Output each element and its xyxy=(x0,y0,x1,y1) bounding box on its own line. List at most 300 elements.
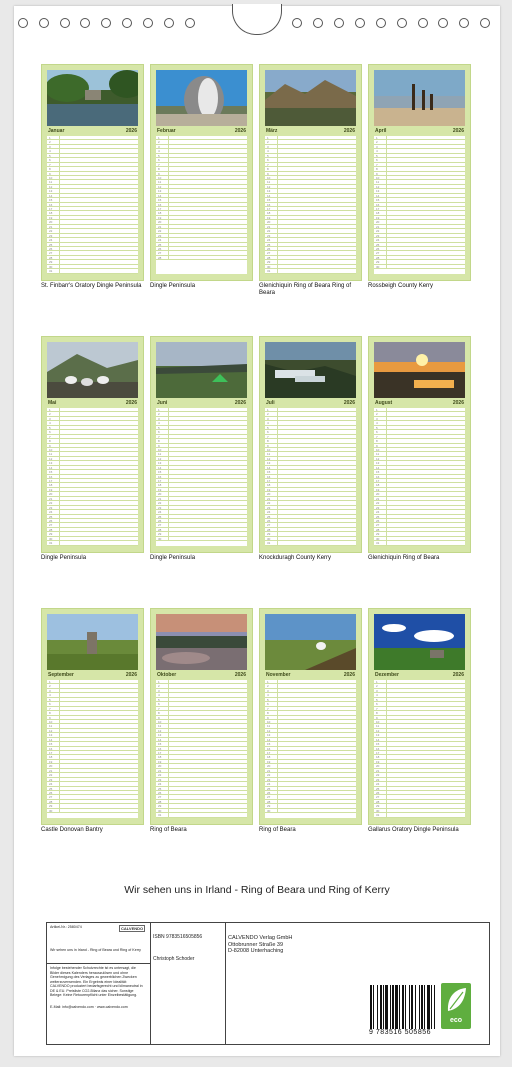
day-row: 9 xyxy=(156,172,247,176)
day-row: 26 xyxy=(374,519,465,523)
day-row: 14 xyxy=(156,466,247,470)
day-row: 25 xyxy=(265,787,356,791)
day-row: 8 xyxy=(47,167,138,171)
day-row: 9 xyxy=(374,444,465,448)
day-row: 7 xyxy=(265,163,356,167)
day-row: 7 xyxy=(265,435,356,439)
day-row: 8 xyxy=(47,439,138,443)
day-row: 8 xyxy=(374,167,465,171)
barcode-image xyxy=(369,985,451,1029)
month-header xyxy=(265,671,356,679)
day-row: 27 xyxy=(47,523,138,527)
day-row: 9 xyxy=(156,444,247,448)
binding-hole xyxy=(101,18,111,28)
day-row: 20 xyxy=(265,220,356,224)
day-row: 5 xyxy=(156,426,247,430)
day-row: 15 xyxy=(374,470,465,474)
day-row: 5 xyxy=(156,154,247,158)
binding-hole xyxy=(313,18,323,28)
day-row: 19 xyxy=(156,488,247,492)
day-row: 20 xyxy=(374,220,465,224)
day-row: 5 xyxy=(47,698,138,702)
day-row: 22 xyxy=(156,229,247,233)
month-photo xyxy=(156,70,247,126)
month-year: 2026 xyxy=(125,672,137,678)
day-row: 28 xyxy=(374,800,465,804)
day-row: 5 xyxy=(265,698,356,702)
day-row: 27 xyxy=(156,795,247,799)
day-row: 8 xyxy=(265,711,356,715)
month-year: 2026 xyxy=(125,128,137,134)
day-row: 26 xyxy=(374,247,465,251)
day-row: 15 xyxy=(265,198,356,202)
day-row: 22 xyxy=(156,773,247,777)
day-row: 1 xyxy=(265,408,356,412)
day-row: 11 xyxy=(374,724,465,728)
day-row: 3 xyxy=(156,145,247,149)
month-card xyxy=(41,336,144,553)
author-text: Christoph Schoder xyxy=(153,956,195,962)
photo-caption: Ring of Beara xyxy=(150,827,187,833)
day-row: 4 xyxy=(374,421,465,425)
day-row: 11 xyxy=(156,452,247,456)
day-row: 8 xyxy=(265,439,356,443)
day-row: 16 xyxy=(156,747,247,751)
day-row: 31 xyxy=(265,541,356,545)
day-row: 14 xyxy=(47,738,138,742)
day-row: 13 xyxy=(374,189,465,193)
day-row: 9 xyxy=(47,444,138,448)
day-row: 13 xyxy=(265,189,356,193)
day-row: 28 xyxy=(156,800,247,804)
day-row: 29 xyxy=(374,260,465,264)
planner-grid xyxy=(265,136,356,274)
day-row: 9 xyxy=(265,716,356,720)
day-row: 11 xyxy=(156,180,247,184)
info-column-left xyxy=(47,923,151,1044)
day-row: 20 xyxy=(47,764,138,768)
day-row: 18 xyxy=(156,483,247,487)
day-row: 28 xyxy=(47,528,138,532)
day-row: 28 xyxy=(156,528,247,532)
day-row: 20 xyxy=(156,492,247,496)
day-row: 31 xyxy=(47,269,138,273)
day-row: 15 xyxy=(47,470,138,474)
day-row: 16 xyxy=(374,747,465,751)
day-row: 6 xyxy=(156,158,247,162)
binding-hole xyxy=(122,18,132,28)
day-row: 12 xyxy=(156,729,247,733)
day-row: 11 xyxy=(265,452,356,456)
day-row: 28 xyxy=(265,256,356,260)
day-row: 13 xyxy=(156,733,247,737)
day-row: 13 xyxy=(47,461,138,465)
day-row: 23 xyxy=(265,778,356,782)
month-name: Oktober xyxy=(157,672,177,678)
month-header xyxy=(265,127,356,135)
day-row: 6 xyxy=(265,702,356,706)
day-row: 29 xyxy=(156,532,247,536)
day-row: 19 xyxy=(374,216,465,220)
day-row: 7 xyxy=(374,163,465,167)
day-row: 30 xyxy=(47,809,138,813)
planner-grid xyxy=(156,680,247,818)
day-row: 13 xyxy=(265,461,356,465)
publisher-street: Ottobrunner Straße 39 xyxy=(228,941,284,948)
binding-hole xyxy=(143,18,153,28)
day-row: 27 xyxy=(156,251,247,255)
day-row: 19 xyxy=(265,488,356,492)
day-row: 9 xyxy=(47,716,138,720)
day-row: 24 xyxy=(374,238,465,242)
day-row: 10 xyxy=(374,448,465,452)
day-row: 6 xyxy=(374,158,465,162)
month-year: 2026 xyxy=(343,672,355,678)
day-row: 21 xyxy=(374,497,465,501)
month-year: 2026 xyxy=(452,400,464,406)
day-row: 12 xyxy=(47,457,138,461)
day-row: 9 xyxy=(265,172,356,176)
day-row: 24 xyxy=(265,782,356,786)
day-row: 19 xyxy=(47,760,138,764)
day-row: 18 xyxy=(265,211,356,215)
day-row: 21 xyxy=(265,769,356,773)
day-row: 21 xyxy=(156,769,247,773)
day-row: 16 xyxy=(265,747,356,751)
day-row: 19 xyxy=(265,216,356,220)
planner-grid xyxy=(374,136,465,274)
day-row: 25 xyxy=(156,243,247,247)
day-row: 24 xyxy=(265,238,356,242)
day-row: 23 xyxy=(374,778,465,782)
day-row: 14 xyxy=(156,194,247,198)
day-row: 27 xyxy=(156,523,247,527)
month-header xyxy=(156,671,247,679)
day-row: 7 xyxy=(156,707,247,711)
day-row: 16 xyxy=(265,203,356,207)
day-row: 21 xyxy=(156,497,247,501)
day-row: 6 xyxy=(265,158,356,162)
day-row: 12 xyxy=(47,185,138,189)
product-title-small: Wir sehen uns in Irland - Ring of Beara und Ring of Kerry xyxy=(50,948,141,952)
day-row: 26 xyxy=(156,519,247,523)
binding-hole xyxy=(376,18,386,28)
planner-grid xyxy=(47,136,138,274)
contact-text: E-Mail: info@calvendo.com · www.calvendo.com xyxy=(50,1005,128,1009)
day-row: 27 xyxy=(47,251,138,255)
planner-grid xyxy=(47,680,138,818)
month-header xyxy=(374,399,465,407)
day-row: 3 xyxy=(374,689,465,693)
photo-caption: Glenichiquin Ring of Beara xyxy=(368,555,440,561)
day-row: 24 xyxy=(374,510,465,514)
day-row: 29 xyxy=(265,532,356,536)
day-row: 17 xyxy=(47,207,138,211)
day-row: 21 xyxy=(265,225,356,229)
day-row: 10 xyxy=(374,176,465,180)
day-row: 5 xyxy=(156,698,247,702)
day-row: 3 xyxy=(47,417,138,421)
photo-caption: Rossbeigh County Kerry xyxy=(368,283,434,289)
day-row: 7 xyxy=(265,707,356,711)
day-row: 25 xyxy=(47,243,138,247)
day-row: 10 xyxy=(265,720,356,724)
day-row: 12 xyxy=(265,729,356,733)
day-row: 25 xyxy=(156,515,247,519)
day-row: 4 xyxy=(47,421,138,425)
leaf-icon xyxy=(441,983,471,1017)
day-row: 26 xyxy=(156,791,247,795)
planner-grid xyxy=(374,408,465,546)
day-row: 7 xyxy=(374,707,465,711)
planner-grid xyxy=(265,680,356,818)
day-row: 31 xyxy=(374,813,465,817)
day-row: 2 xyxy=(47,684,138,688)
day-row: 23 xyxy=(47,234,138,238)
day-row: 30 xyxy=(265,537,356,541)
day-row: 10 xyxy=(47,176,138,180)
day-row: 1 xyxy=(156,680,247,684)
day-row: 8 xyxy=(156,439,247,443)
day-row: 1 xyxy=(265,680,356,684)
binding-hole xyxy=(334,18,344,28)
day-row: 26 xyxy=(47,519,138,523)
month-year: 2026 xyxy=(343,400,355,406)
calvendo-logo: CALVENDO xyxy=(121,926,144,931)
day-row: 15 xyxy=(47,198,138,202)
day-row: 10 xyxy=(156,448,247,452)
calendar-title: Wir sehen uns in Irland - Ring of Beara und Ring of Kerry xyxy=(124,884,390,896)
photo-caption: Dingle Peninsula xyxy=(150,555,196,561)
day-row: 30 xyxy=(374,809,465,813)
binding-hole xyxy=(397,18,407,28)
binding-hole xyxy=(459,18,469,28)
binding-hole xyxy=(355,18,365,28)
day-row: 23 xyxy=(265,234,356,238)
day-row: 1 xyxy=(156,408,247,412)
day-row: 18 xyxy=(47,211,138,215)
day-row: 25 xyxy=(374,243,465,247)
day-row: 22 xyxy=(374,229,465,233)
day-row: 15 xyxy=(156,198,247,202)
day-row: 16 xyxy=(156,203,247,207)
day-row: 12 xyxy=(156,185,247,189)
day-row: 17 xyxy=(374,207,465,211)
month-year: 2026 xyxy=(234,128,246,134)
month-photo xyxy=(374,614,465,670)
day-row: 18 xyxy=(374,755,465,759)
month-card xyxy=(41,608,144,825)
day-row: 6 xyxy=(156,430,247,434)
day-row: 4 xyxy=(156,421,247,425)
month-header xyxy=(47,127,138,135)
day-row: 7 xyxy=(47,435,138,439)
day-row: 10 xyxy=(265,176,356,180)
day-row: 8 xyxy=(374,711,465,715)
day-row: 22 xyxy=(374,773,465,777)
month-name: Mai xyxy=(48,400,57,406)
day-row: 10 xyxy=(47,448,138,452)
day-row: 2 xyxy=(374,684,465,688)
day-row: 23 xyxy=(374,506,465,510)
month-year: 2026 xyxy=(234,672,246,678)
day-row: 28 xyxy=(47,256,138,260)
day-row: 20 xyxy=(47,492,138,496)
day-row: 22 xyxy=(265,773,356,777)
publisher-city: D-82008 Unterhaching xyxy=(228,948,284,954)
day-row: 27 xyxy=(374,523,465,527)
day-row: 2 xyxy=(47,412,138,416)
day-row: 25 xyxy=(265,515,356,519)
publisher-name: CALVENDO Verlag GmbH xyxy=(228,935,293,941)
day-row: 7 xyxy=(156,163,247,167)
day-row: 29 xyxy=(374,532,465,536)
day-row: 2 xyxy=(156,140,247,144)
day-row: 3 xyxy=(374,417,465,421)
day-row: 5 xyxy=(265,154,356,158)
day-row: 10 xyxy=(265,448,356,452)
day-row: 16 xyxy=(47,747,138,751)
day-row: 23 xyxy=(156,506,247,510)
day-row: 28 xyxy=(156,256,247,260)
day-row: 13 xyxy=(156,461,247,465)
month-card xyxy=(150,336,253,553)
day-row: 11 xyxy=(47,724,138,728)
day-row: 11 xyxy=(374,180,465,184)
day-row: 27 xyxy=(374,251,465,255)
day-row: 26 xyxy=(374,791,465,795)
calendar-page xyxy=(14,6,500,1056)
day-row: 22 xyxy=(156,501,247,505)
day-row: 15 xyxy=(374,742,465,746)
month-card xyxy=(368,608,471,825)
day-row: 9 xyxy=(265,444,356,448)
day-row: 20 xyxy=(156,764,247,768)
day-row: 24 xyxy=(374,782,465,786)
day-row: 12 xyxy=(156,457,247,461)
day-row: 22 xyxy=(265,229,356,233)
day-row: 24 xyxy=(156,238,247,242)
day-row: 1 xyxy=(47,408,138,412)
month-card xyxy=(368,336,471,553)
day-row: 18 xyxy=(265,755,356,759)
day-row: 20 xyxy=(47,220,138,224)
binding-hole xyxy=(164,18,174,28)
day-row: 17 xyxy=(374,751,465,755)
day-row: 21 xyxy=(265,497,356,501)
day-row: 15 xyxy=(265,742,356,746)
day-row: 19 xyxy=(156,760,247,764)
day-row: 2 xyxy=(265,684,356,688)
day-row: 22 xyxy=(265,501,356,505)
day-row: 29 xyxy=(265,804,356,808)
day-row: 4 xyxy=(156,149,247,153)
day-row: 17 xyxy=(265,751,356,755)
day-row: 2 xyxy=(156,684,247,688)
day-row: 13 xyxy=(47,733,138,737)
day-row: 24 xyxy=(156,510,247,514)
day-row: 14 xyxy=(374,194,465,198)
day-row: 12 xyxy=(265,185,356,189)
day-row: 12 xyxy=(374,729,465,733)
day-row: 10 xyxy=(156,720,247,724)
day-row: 30 xyxy=(374,265,465,269)
day-row: 4 xyxy=(47,693,138,697)
day-row: 9 xyxy=(374,716,465,720)
day-row: 11 xyxy=(47,180,138,184)
month-name: Dezember xyxy=(375,672,399,678)
day-row: 27 xyxy=(265,523,356,527)
day-row: 18 xyxy=(47,755,138,759)
day-row: 1 xyxy=(374,136,465,140)
day-row: 17 xyxy=(47,479,138,483)
day-row: 18 xyxy=(374,211,465,215)
day-row: 7 xyxy=(374,435,465,439)
day-row: 14 xyxy=(156,738,247,742)
day-row: 12 xyxy=(47,729,138,733)
day-row: 20 xyxy=(265,492,356,496)
day-row: 3 xyxy=(156,417,247,421)
month-photo xyxy=(265,342,356,398)
day-row: 2 xyxy=(265,412,356,416)
day-row: 13 xyxy=(374,461,465,465)
photo-caption: Ring of Beara xyxy=(259,827,296,833)
eco-badge xyxy=(441,983,471,1029)
day-row: 4 xyxy=(47,149,138,153)
binding-hole xyxy=(480,18,490,28)
month-header xyxy=(374,671,465,679)
day-row: 21 xyxy=(47,497,138,501)
day-row: 12 xyxy=(265,457,356,461)
day-row: 19 xyxy=(156,216,247,220)
day-row: 31 xyxy=(374,541,465,545)
day-row: 14 xyxy=(374,466,465,470)
barcode-number: 9 783516 505856 xyxy=(369,1029,431,1036)
month-photo xyxy=(156,614,247,670)
day-row: 29 xyxy=(265,260,356,264)
day-row: 30 xyxy=(374,537,465,541)
day-row: 22 xyxy=(47,229,138,233)
day-row: 4 xyxy=(265,421,356,425)
day-row: 29 xyxy=(47,532,138,536)
month-card xyxy=(150,64,253,281)
day-row: 17 xyxy=(156,479,247,483)
day-row: 22 xyxy=(374,501,465,505)
photo-caption: St. Finbarr's Oratory Dingle Peninsula xyxy=(41,283,142,289)
day-row: 8 xyxy=(265,167,356,171)
article-number: Artikel-Nr.: 2580474 xyxy=(50,925,82,929)
day-row: 14 xyxy=(47,466,138,470)
day-row: 4 xyxy=(265,693,356,697)
day-row: 25 xyxy=(374,515,465,519)
month-card xyxy=(259,336,362,553)
day-row: 2 xyxy=(265,140,356,144)
day-row: 4 xyxy=(374,149,465,153)
day-row: 1 xyxy=(47,680,138,684)
day-row: 15 xyxy=(156,742,247,746)
day-row: 26 xyxy=(265,791,356,795)
day-row: 24 xyxy=(265,510,356,514)
month-photo xyxy=(47,70,138,126)
photo-caption: Dingle Peninsula xyxy=(150,283,196,289)
month-year: 2026 xyxy=(452,128,464,134)
day-row: 18 xyxy=(156,755,247,759)
day-row: 9 xyxy=(156,716,247,720)
day-row: 25 xyxy=(47,515,138,519)
day-row: 19 xyxy=(265,760,356,764)
day-row: 15 xyxy=(374,198,465,202)
photo-caption: Glenichiquin Ring of Beara Ring of Beara xyxy=(259,283,352,296)
